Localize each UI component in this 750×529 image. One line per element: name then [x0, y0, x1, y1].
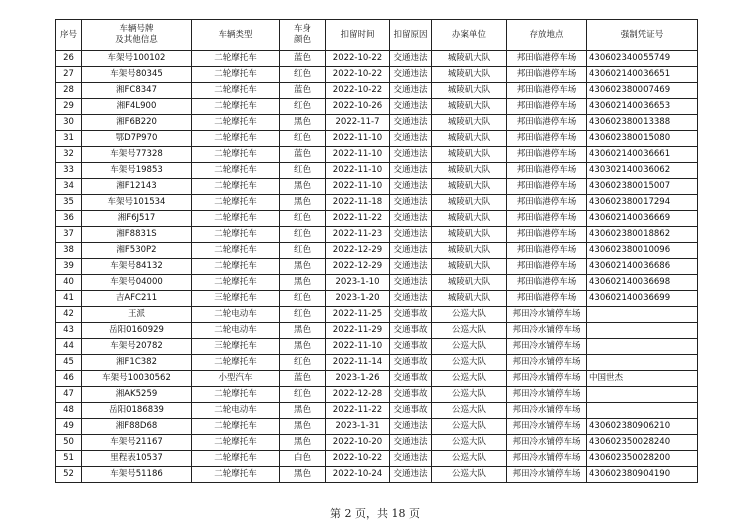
- cell-storage: 邦田冷水铺停车场: [507, 307, 587, 323]
- cell-impound-date: 2022-10-22: [326, 51, 390, 67]
- cell-reason: 交通违法: [390, 179, 432, 195]
- cell-cert-no: 430602140036686: [587, 259, 698, 275]
- cell-vehicle-type: 二轮摩托车: [192, 131, 280, 147]
- cell-storage: 邦田临港停车场: [507, 67, 587, 83]
- cell-storage: 邦田临港停车场: [507, 179, 587, 195]
- table-row: [56, 179, 698, 195]
- cell-vehicle-type: 二轮摩托车: [192, 83, 280, 99]
- cell-impound-date: 2023-1-31: [326, 419, 390, 435]
- cell-plate: 车架号20782: [82, 339, 192, 355]
- cell-cert-no: 430602380017294: [587, 195, 698, 211]
- header-unit: 办案单位: [432, 20, 507, 51]
- cell-plate: 湘F4L900: [82, 99, 192, 115]
- cell-storage: 邦田冷水铺停车场: [507, 451, 587, 467]
- cell-reason: 交通事故: [390, 355, 432, 371]
- cell-unit: 城陵矶大队: [432, 195, 507, 211]
- cell-unit: 城陵矶大队: [432, 131, 507, 147]
- table-row: [56, 419, 698, 435]
- cell-cert-no: 430602380904190: [587, 467, 698, 483]
- cell-color: 红色: [280, 163, 326, 179]
- table-row: [56, 403, 698, 419]
- cell-impound-date: 2023-1-20: [326, 291, 390, 307]
- cell-index: 50: [56, 435, 82, 451]
- table-row: [56, 195, 698, 211]
- cell-vehicle-type: 二轮摩托车: [192, 227, 280, 243]
- cell-index: 51: [56, 451, 82, 467]
- cell-storage: 邦田冷水铺停车场: [507, 419, 587, 435]
- cell-impound-date: 2022-12-29: [326, 243, 390, 259]
- header-impound-date: 扣留时间: [326, 20, 390, 51]
- cell-index: 40: [56, 275, 82, 291]
- cell-reason: 交通违法: [390, 99, 432, 115]
- cell-reason: 交通事故: [390, 307, 432, 323]
- cell-storage: 邦田临港停车场: [507, 99, 587, 115]
- cell-plate: 湘F530P2: [82, 243, 192, 259]
- table-row: [56, 83, 698, 99]
- table-row: [56, 211, 698, 227]
- table-header: [56, 20, 698, 51]
- cell-unit: 城陵矶大队: [432, 275, 507, 291]
- cell-reason: 交通违法: [390, 243, 432, 259]
- cell-unit: 城陵矶大队: [432, 67, 507, 83]
- cell-vehicle-type: 二轮摩托车: [192, 163, 280, 179]
- cell-vehicle-type: 三轮摩托车: [192, 291, 280, 307]
- table-row: [56, 51, 698, 67]
- cell-color: 蓝色: [280, 147, 326, 163]
- cell-index: 27: [56, 67, 82, 83]
- cell-plate: 湘F6J517: [82, 211, 192, 227]
- cell-index: 29: [56, 99, 82, 115]
- cell-storage: 邦田临港停车场: [507, 163, 587, 179]
- cell-cert-no: [587, 355, 698, 371]
- cell-color: 黑色: [280, 259, 326, 275]
- cell-index: 36: [56, 211, 82, 227]
- cell-storage: 邦田临港停车场: [507, 259, 587, 275]
- cell-impound-date: 2022-10-22: [326, 67, 390, 83]
- cell-plate: 车架号84132: [82, 259, 192, 275]
- cell-cert-no: 430602140036699: [587, 291, 698, 307]
- cell-color: 蓝色: [280, 51, 326, 67]
- table-row: [56, 227, 698, 243]
- cell-reason: 交通违法: [390, 467, 432, 483]
- header-row: [56, 20, 698, 51]
- cell-storage: 邦田冷水铺停车场: [507, 323, 587, 339]
- cell-index: 41: [56, 291, 82, 307]
- cell-unit: 城陵矶大队: [432, 259, 507, 275]
- cell-impound-date: 2022-11-14: [326, 355, 390, 371]
- cell-unit: 公巡大队: [432, 435, 507, 451]
- cell-unit: 城陵矶大队: [432, 147, 507, 163]
- cell-vehicle-type: 二轮摩托车: [192, 211, 280, 227]
- cell-cert-no: 430602380018862: [587, 227, 698, 243]
- cell-unit: 公巡大队: [432, 467, 507, 483]
- table-row: [56, 147, 698, 163]
- cell-impound-date: 2022-10-20: [326, 435, 390, 451]
- cell-plate: 车架号19853: [82, 163, 192, 179]
- cell-reason: 交通违法: [390, 275, 432, 291]
- cell-reason: 交通事故: [390, 387, 432, 403]
- cell-impound-date: 2022-11-10: [326, 339, 390, 355]
- cell-vehicle-type: 二轮摩托车: [192, 51, 280, 67]
- cell-unit: 城陵矶大队: [432, 291, 507, 307]
- cell-color: 黑色: [280, 179, 326, 195]
- cell-cert-no: 430602380013388: [587, 115, 698, 131]
- cell-unit: 城陵矶大队: [432, 115, 507, 131]
- table-row: [56, 435, 698, 451]
- cell-vehicle-type: 二轮摩托车: [192, 147, 280, 163]
- cell-plate: 车架号21167: [82, 435, 192, 451]
- cell-color: 黑色: [280, 339, 326, 355]
- cell-vehicle-type: 二轮摩托车: [192, 387, 280, 403]
- cell-reason: 交通事故: [390, 403, 432, 419]
- cell-plate: 鄂D7P970: [82, 131, 192, 147]
- cell-reason: 交通违法: [390, 291, 432, 307]
- cell-vehicle-type: 二轮电动车: [192, 307, 280, 323]
- header-plate: 车辆号牌 及其他信息: [82, 20, 192, 51]
- cell-cert-no: 430602380015080: [587, 131, 698, 147]
- cell-plate: 车架号77328: [82, 147, 192, 163]
- page-footer: 第 2 页，共 18 页: [330, 507, 420, 520]
- cell-cert-no: 430602140036651: [587, 67, 698, 83]
- cell-plate: 车架号100102: [82, 51, 192, 67]
- cell-storage: 邦田临港停车场: [507, 211, 587, 227]
- cell-storage: 邦田临港停车场: [507, 195, 587, 211]
- impound-table-container: [55, 19, 698, 483]
- cell-vehicle-type: 二轮摩托车: [192, 419, 280, 435]
- cell-index: 39: [56, 259, 82, 275]
- cell-impound-date: 2022-11-22: [326, 403, 390, 419]
- cell-storage: 邦田冷水铺停车场: [507, 371, 587, 387]
- cell-unit: 公巡大队: [432, 339, 507, 355]
- cell-reason: 交通违法: [390, 83, 432, 99]
- cell-index: 47: [56, 387, 82, 403]
- cell-vehicle-type: 小型汽车: [192, 371, 280, 387]
- cell-index: 49: [56, 419, 82, 435]
- table-row: [56, 323, 698, 339]
- cell-plate: 车架号101534: [82, 195, 192, 211]
- cell-impound-date: 2022-10-22: [326, 451, 390, 467]
- cell-cert-no: 430602140036669: [587, 211, 698, 227]
- cell-reason: 交通违法: [390, 67, 432, 83]
- cell-impound-date: 2022-11-10: [326, 147, 390, 163]
- table-row: [56, 243, 698, 259]
- cell-plate: 岳阳0186839: [82, 403, 192, 419]
- cell-impound-date: 2022-10-24: [326, 467, 390, 483]
- cell-plate: 王派: [82, 307, 192, 323]
- header-storage: 存放地点: [507, 20, 587, 51]
- cell-plate: 湘F6B220: [82, 115, 192, 131]
- cell-plate: 湘FC8347: [82, 83, 192, 99]
- cell-unit: 公巡大队: [432, 419, 507, 435]
- table-row: [56, 371, 698, 387]
- cell-storage: 邦田临港停车场: [507, 51, 587, 67]
- cell-vehicle-type: 二轮摩托车: [192, 195, 280, 211]
- cell-color: 红色: [280, 211, 326, 227]
- cell-index: 44: [56, 339, 82, 355]
- cell-cert-no: [587, 307, 698, 323]
- cell-reason: 交通违法: [390, 115, 432, 131]
- table-row: [56, 355, 698, 371]
- cell-impound-date: 2022-11-29: [326, 323, 390, 339]
- table-body: [56, 51, 698, 483]
- cell-index: 48: [56, 403, 82, 419]
- cell-color: 黑色: [280, 115, 326, 131]
- table-row: [56, 307, 698, 323]
- cell-plate: 湘F8831S: [82, 227, 192, 243]
- cell-cert-no: [587, 323, 698, 339]
- cell-vehicle-type: 二轮摩托车: [192, 435, 280, 451]
- cell-vehicle-type: 二轮摩托车: [192, 243, 280, 259]
- cell-color: 红色: [280, 307, 326, 323]
- table-row: [56, 451, 698, 467]
- cell-plate: 车架号04000: [82, 275, 192, 291]
- table-row: [56, 259, 698, 275]
- cell-storage: 邦田冷水铺停车场: [507, 355, 587, 371]
- cell-impound-date: 2022-11-10: [326, 131, 390, 147]
- cell-storage: 邦田临港停车场: [507, 291, 587, 307]
- cell-impound-date: 2022-12-28: [326, 387, 390, 403]
- header-reason: 扣留原因: [390, 20, 432, 51]
- table-row: [56, 67, 698, 83]
- cell-unit: 城陵矶大队: [432, 51, 507, 67]
- cell-index: 30: [56, 115, 82, 131]
- cell-index: 35: [56, 195, 82, 211]
- cell-color: 红色: [280, 291, 326, 307]
- cell-color: 蓝色: [280, 83, 326, 99]
- cell-storage: 邦田冷水铺停车场: [507, 387, 587, 403]
- cell-unit: 公巡大队: [432, 323, 507, 339]
- cell-impound-date: 2022-11-25: [326, 307, 390, 323]
- cell-cert-no: 430602140036653: [587, 99, 698, 115]
- cell-impound-date: 2022-11-23: [326, 227, 390, 243]
- cell-cert-no: [587, 403, 698, 419]
- table-row: [56, 163, 698, 179]
- cell-impound-date: 2023-1-10: [326, 275, 390, 291]
- cell-color: 红色: [280, 99, 326, 115]
- cell-impound-date: 2022-11-7: [326, 115, 390, 131]
- cell-unit: 城陵矶大队: [432, 163, 507, 179]
- cell-cert-no: 430602140036661: [587, 147, 698, 163]
- cell-storage: 邦田冷水铺停车场: [507, 339, 587, 355]
- cell-cert-no: 430602380010096: [587, 243, 698, 259]
- cell-plate: 湘AK5259: [82, 387, 192, 403]
- table-row: [56, 467, 698, 483]
- cell-reason: 交通事故: [390, 371, 432, 387]
- table-row: [56, 99, 698, 115]
- cell-reason: 交通违法: [390, 131, 432, 147]
- cell-reason: 交通事故: [390, 323, 432, 339]
- header-cert-no: 强制凭证号: [587, 20, 698, 51]
- cell-color: 黑色: [280, 435, 326, 451]
- cell-storage: 邦田临港停车场: [507, 131, 587, 147]
- cell-index: 26: [56, 51, 82, 67]
- cell-index: 32: [56, 147, 82, 163]
- cell-vehicle-type: 二轮摩托车: [192, 179, 280, 195]
- cell-impound-date: 2023-1-26: [326, 371, 390, 387]
- table-row: [56, 115, 698, 131]
- cell-vehicle-type: 二轮摩托车: [192, 355, 280, 371]
- cell-index: 46: [56, 371, 82, 387]
- cell-unit: 城陵矶大队: [432, 83, 507, 99]
- cell-color: 红色: [280, 131, 326, 147]
- cell-reason: 交通违法: [390, 451, 432, 467]
- cell-index: 52: [56, 467, 82, 483]
- cell-cert-no: 430602350028200: [587, 451, 698, 467]
- table-row: [56, 339, 698, 355]
- cell-reason: 交通违法: [390, 195, 432, 211]
- cell-unit: 公巡大队: [432, 451, 507, 467]
- cell-plate: 湘F1C382: [82, 355, 192, 371]
- cell-plate: 湘F12143: [82, 179, 192, 195]
- cell-cert-no: 430602140036698: [587, 275, 698, 291]
- cell-storage: 邦田冷水铺停车场: [507, 467, 587, 483]
- header-color: 车身 颜色: [280, 20, 326, 51]
- header-vehicle-type: 车辆类型: [192, 20, 280, 51]
- table-row: [56, 275, 698, 291]
- cell-storage: 邦田冷水铺停车场: [507, 403, 587, 419]
- cell-reason: 交通违法: [390, 211, 432, 227]
- cell-storage: 邦田冷水铺停车场: [507, 435, 587, 451]
- cell-color: 黑色: [280, 195, 326, 211]
- cell-cert-no: 430602350028240: [587, 435, 698, 451]
- cell-storage: 邦田临港停车场: [507, 243, 587, 259]
- cell-vehicle-type: 二轮摩托车: [192, 259, 280, 275]
- cell-plate: 吉AFC211: [82, 291, 192, 307]
- table-row: [56, 387, 698, 403]
- cell-vehicle-type: 三轮摩托车: [192, 339, 280, 355]
- cell-cert-no: [587, 339, 698, 355]
- cell-cert-no: 430302140036062: [587, 163, 698, 179]
- cell-impound-date: 2022-10-26: [326, 99, 390, 115]
- cell-color: 黑色: [280, 403, 326, 419]
- cell-color: 黑色: [280, 467, 326, 483]
- cell-vehicle-type: 二轮摩托车: [192, 451, 280, 467]
- cell-index: 45: [56, 355, 82, 371]
- table-row: [56, 291, 698, 307]
- cell-index: 43: [56, 323, 82, 339]
- cell-unit: 公巡大队: [432, 307, 507, 323]
- cell-color: 红色: [280, 227, 326, 243]
- cell-reason: 交通违法: [390, 163, 432, 179]
- cell-vehicle-type: 二轮电动车: [192, 403, 280, 419]
- cell-reason: 交通违法: [390, 227, 432, 243]
- cell-index: 28: [56, 83, 82, 99]
- cell-cert-no: 430602380906210: [587, 419, 698, 435]
- cell-color: 红色: [280, 243, 326, 259]
- cell-impound-date: 2022-11-10: [326, 163, 390, 179]
- cell-impound-date: 2022-11-22: [326, 211, 390, 227]
- cell-plate: 车架号80345: [82, 67, 192, 83]
- cell-plate: 湘F88D68: [82, 419, 192, 435]
- cell-index: 37: [56, 227, 82, 243]
- cell-impound-date: 2022-10-22: [326, 83, 390, 99]
- cell-vehicle-type: 二轮摩托车: [192, 275, 280, 291]
- cell-cert-no: 430602380015007: [587, 179, 698, 195]
- cell-unit: 城陵矶大队: [432, 227, 507, 243]
- table-row: [56, 131, 698, 147]
- cell-color: 红色: [280, 355, 326, 371]
- cell-unit: 城陵矶大队: [432, 99, 507, 115]
- header-index: 序号: [56, 20, 82, 51]
- cell-reason: 交通违法: [390, 419, 432, 435]
- cell-cert-no: 中国世杰: [587, 371, 698, 387]
- cell-index: 34: [56, 179, 82, 195]
- cell-storage: 邦田临港停车场: [507, 83, 587, 99]
- cell-reason: 交通违法: [390, 259, 432, 275]
- cell-impound-date: 2022-11-18: [326, 195, 390, 211]
- cell-plate: 里程表10537: [82, 451, 192, 467]
- cell-reason: 交通违法: [390, 435, 432, 451]
- cell-storage: 邦田临港停车场: [507, 115, 587, 131]
- cell-color: 红色: [280, 67, 326, 83]
- cell-color: 黑色: [280, 323, 326, 339]
- cell-impound-date: 2022-11-10: [326, 179, 390, 195]
- cell-index: 33: [56, 163, 82, 179]
- impound-table: [55, 19, 698, 483]
- cell-unit: 城陵矶大队: [432, 179, 507, 195]
- cell-unit: 公巡大队: [432, 371, 507, 387]
- cell-cert-no: 430602340055749: [587, 51, 698, 67]
- cell-reason: 交通违法: [390, 51, 432, 67]
- cell-index: 42: [56, 307, 82, 323]
- cell-unit: 公巡大队: [432, 387, 507, 403]
- cell-color: 黑色: [280, 419, 326, 435]
- cell-color: 蓝色: [280, 371, 326, 387]
- cell-vehicle-type: 二轮摩托车: [192, 99, 280, 115]
- cell-unit: 城陵矶大队: [432, 211, 507, 227]
- cell-color: 红色: [280, 387, 326, 403]
- cell-reason: 交通事故: [390, 339, 432, 355]
- cell-impound-date: 2022-12-29: [326, 259, 390, 275]
- cell-index: 38: [56, 243, 82, 259]
- cell-cert-no: 430602380007469: [587, 83, 698, 99]
- cell-vehicle-type: 二轮摩托车: [192, 467, 280, 483]
- cell-vehicle-type: 二轮摩托车: [192, 67, 280, 83]
- cell-plate: 车架号51186: [82, 467, 192, 483]
- cell-color: 黑色: [280, 275, 326, 291]
- cell-unit: 公巡大队: [432, 403, 507, 419]
- cell-vehicle-type: 二轮摩托车: [192, 115, 280, 131]
- cell-vehicle-type: 二轮电动车: [192, 323, 280, 339]
- cell-unit: 城陵矶大队: [432, 243, 507, 259]
- cell-unit: 公巡大队: [432, 355, 507, 371]
- cell-reason: 交通违法: [390, 147, 432, 163]
- cell-color: 白色: [280, 451, 326, 467]
- cell-plate: 车架号10030562: [82, 371, 192, 387]
- cell-storage: 邦田临港停车场: [507, 275, 587, 291]
- cell-cert-no: [587, 387, 698, 403]
- cell-plate: 岳阳0160929: [82, 323, 192, 339]
- cell-storage: 邦田临港停车场: [507, 147, 587, 163]
- cell-index: 31: [56, 131, 82, 147]
- cell-storage: 邦田临港停车场: [507, 227, 587, 243]
